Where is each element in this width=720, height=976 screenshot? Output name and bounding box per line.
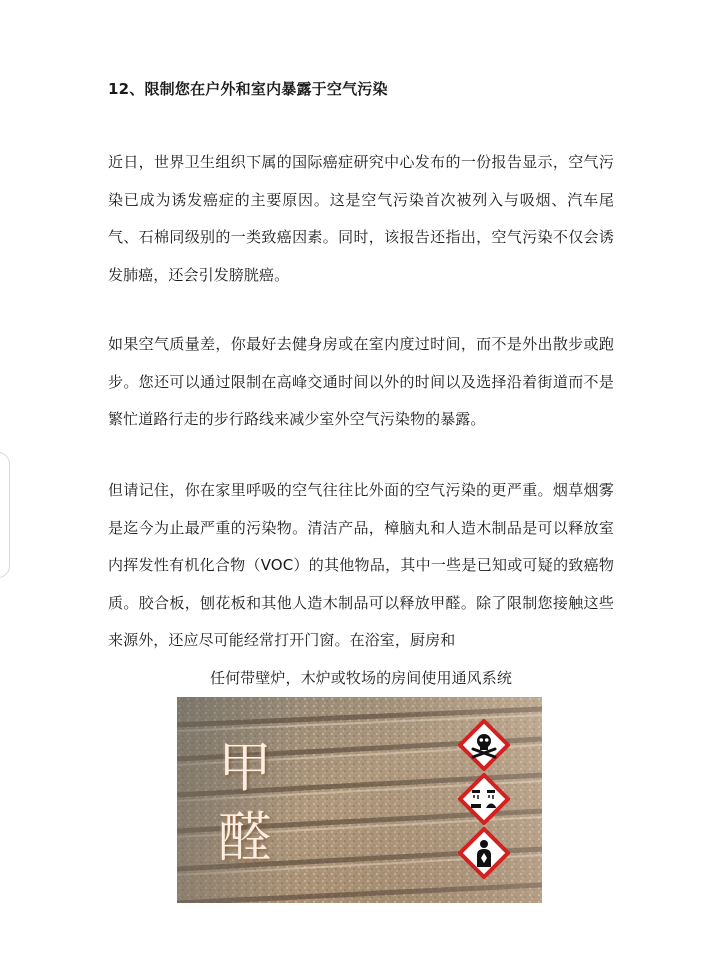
health-hazard-icon xyxy=(458,827,510,879)
corrosion-icon xyxy=(458,773,510,825)
formaldehyde-char-quan: 醛 xyxy=(218,806,272,869)
formaldehyde-char-jia: 甲 xyxy=(218,736,272,799)
paragraph-3: 但请记住，你在家里呼吸的空气往往比外面的空气污染的更严重。烟草烟雾是迄今为止最严重的污染物。清洁产品，樟脑丸和人造木制品是可以释放室内挥发性有机化合物（VOC）的其他物品，其中一些是已知或可疑的致癌物质。胶合板，刨花板和其他人造木制品可以释放甲醛。除了限制您接触这些来源外，还应尽可能经常打开门窗。在浴室，厨房和 xyxy=(108,481,614,649)
paragraph-1: 近日，世界卫生组织下属的国际癌症研究中心发布的一份报告显示，空气污染已成为诱发癌症的主要原因。这是空气污染首次被列入与吸烟、汽车尾气、石棉同级别的一类致癌因素。同时，该报告还指出，空气污染不仅会诱发肺癌，还会引发膀胱癌。 xyxy=(108,153,614,284)
skull-crossbones-icon xyxy=(458,719,510,771)
side-drawer-handle[interactable] xyxy=(0,452,10,578)
paragraph-3-last-line: 任何带壁炉，木炉或牧场的房间使用通风系统 xyxy=(209,669,512,687)
paragraph-2: 如果空气质量差，你最好去健身房或在室内度过时间，而不是外出散步或跑步。您还可以通过限制在高峰交通时间以外的时间以及选择沿着街道而不是繁忙道路行走的步行路线来减少室外空气污染物的暴露。 xyxy=(108,335,614,428)
section-heading: 12、限制您在户外和室内暴露于空气污染 xyxy=(108,80,388,98)
